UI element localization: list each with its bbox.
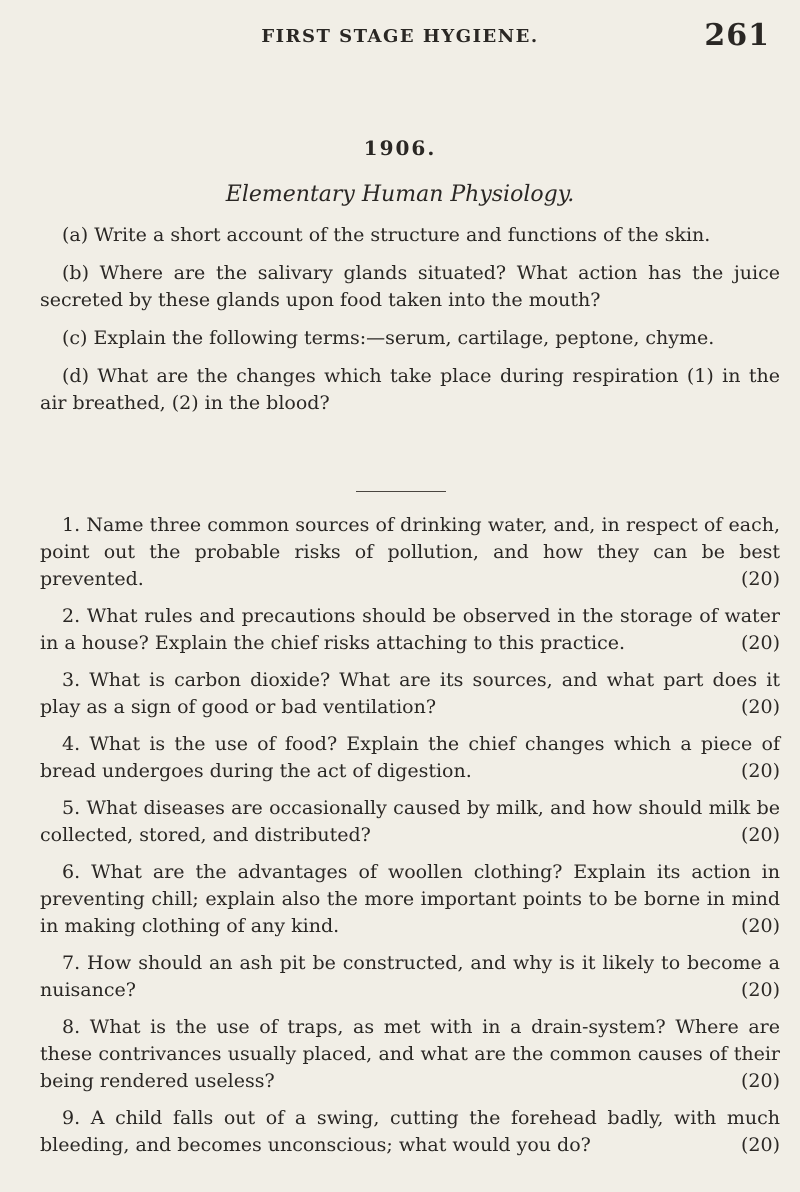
question-label: (d): [62, 365, 89, 387]
question-number: 4.: [62, 733, 81, 755]
hygiene-question: [40, 512, 780, 593]
question-text: What is the use of traps, as met with in a drain-system? Where are these contrivances usually placed, and what are the common causes of their being rendered useless?: [40, 1016, 781, 1092]
hygiene-question: [40, 1105, 780, 1159]
question-text: What is carbon dioxide? What are its sources, and what part does it play as a sign of good or bad ventilation?: [40, 669, 780, 718]
question-text: How should an ash pit be constructed, and why is it likely to become a nuisance?: [40, 952, 780, 1001]
section-divider: [356, 491, 446, 492]
hygiene-question: [40, 603, 780, 657]
hygiene-question: [40, 1014, 780, 1095]
hygiene-question: [40, 795, 780, 849]
hygiene-question: [40, 950, 780, 1004]
question-marks: (20): [740, 915, 780, 937]
question-text: What are the advantages of woollen clothing? Explain its action in preventing chill; explain also the more important points to be borne in mind in making clothing of any kind.: [40, 861, 780, 937]
question-marks: (20): [740, 1070, 780, 1092]
question-marks: (20): [740, 824, 780, 846]
physiology-question: [40, 260, 780, 314]
question-label: (a): [62, 224, 89, 246]
question-label: (b): [62, 262, 89, 284]
page-number: 261: [704, 18, 770, 53]
question-text: Write a short account of the structure and functions of the skin.: [94, 224, 711, 246]
question-text: Where are the salivary glands situated? What action has the juice secreted by these glands upon food taken into the mouth?: [40, 262, 780, 311]
question-number: 1.: [62, 514, 81, 536]
question-number: 2.: [62, 605, 81, 627]
question-label: (c): [62, 327, 88, 349]
hygiene-questions: [40, 512, 780, 1159]
physiology-question: [40, 363, 780, 417]
running-head-title: FIRST STAGE HYGIENE.: [261, 26, 539, 47]
question-marks: (20): [740, 760, 780, 782]
hygiene-question: [40, 731, 780, 785]
running-head: [0, 16, 800, 60]
question-marks: (20): [740, 696, 780, 718]
exam-year: 1906.: [363, 136, 437, 160]
question-text: A child falls out of a swing, cutting the forehead badly, with much bleeding, and becomes unconscious; what would you do?: [40, 1107, 781, 1156]
question-number: 3.: [62, 669, 81, 691]
question-marks: (20): [740, 632, 780, 654]
question-number: 8.: [62, 1016, 81, 1038]
question-text: What is the use of food? Explain the chief changes which a piece of bread undergoes during the act of digestion.: [40, 733, 780, 782]
question-marks: (20): [740, 979, 780, 1001]
question-text: Explain the following terms:—serum, cartilage, peptone, chyme.: [93, 327, 715, 349]
hygiene-question: [40, 859, 780, 940]
question-marks: (20): [740, 1134, 780, 1156]
physiology-question: [40, 222, 780, 249]
question-text: What rules and precautions should be observed in the storage of water in a house? Explain the chief risks attaching to this practice.: [40, 605, 780, 654]
physiology-questions: [40, 222, 780, 417]
question-number: 9.: [62, 1107, 81, 1129]
hygiene-question: [40, 667, 780, 721]
physiology-question: [40, 325, 780, 352]
question-number: 6.: [62, 861, 81, 883]
question-number: 5.: [62, 797, 81, 819]
question-text: What are the changes which take place during respiration (1) in the air breathed, (2) in the blood?: [40, 365, 780, 414]
question-text: What diseases are occasionally caused by milk, and how should milk be collected, stored, and distributed?: [40, 797, 781, 846]
question-number: 7.: [62, 952, 81, 974]
question-text: Name three common sources of drinking water, and, in respect of each, point out the probable risks of pollution, and how they can be best prevented.: [40, 514, 780, 590]
section-title: Elementary Human Physiology.: [225, 182, 575, 207]
question-marks: (20): [740, 568, 780, 590]
